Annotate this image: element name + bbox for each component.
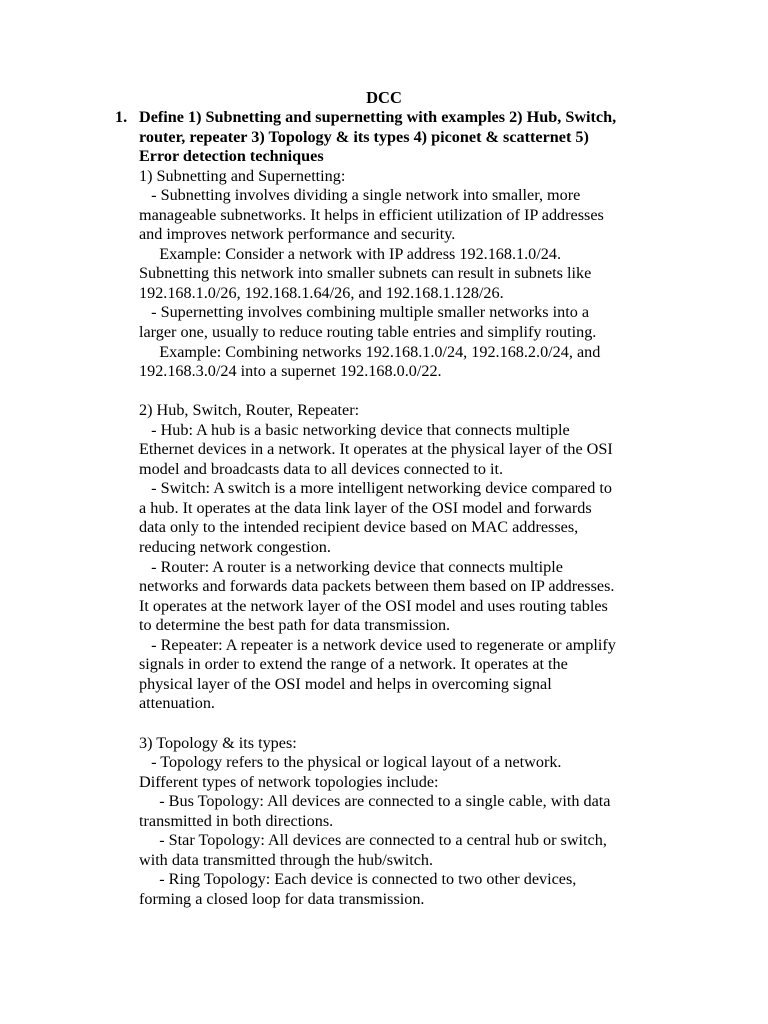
paragraph-line: - Bus Topology: All devices are connected to a single cable, with data — [139, 792, 611, 811]
paragraph-line: reducing network congestion. — [139, 538, 331, 557]
paragraph-line: Example: Combining networks 192.168.1.0/24, 192.168.2.0/24, and — [139, 342, 601, 361]
question-number: 1. — [115, 108, 128, 126]
paragraph-line: Different types of network topologies include: — [139, 772, 439, 791]
section-heading: 1) Subnetting and Supernetting: — [139, 166, 346, 185]
paragraph-line: Ethernet devices in a network. It operates at the physical layer of the OSI — [139, 440, 613, 459]
paragraph-line: - Ring Topology: Each device is connected to two other devices, — [139, 870, 577, 889]
paragraph-line: - Switch: A switch is a more intelligent networking device compared to — [139, 479, 612, 498]
paragraph-line: - Repeater: A repeater is a network device used to regenerate or amplify — [139, 635, 616, 654]
section-topology — [139, 734, 679, 910]
paragraph-line: and improves network performance and security. — [139, 225, 456, 244]
section-subnetting — [139, 167, 679, 382]
section-heading: 2) Hub, Switch, Router, Repeater: — [139, 401, 360, 420]
blank-line — [139, 382, 679, 402]
paragraph-line: attenuation. — [139, 694, 215, 713]
document-title: DCC — [366, 88, 402, 107]
question-line: Define 1) Subnetting and supernetting with examples 2) Hub, Switch, — [139, 108, 617, 126]
section-network-devices — [139, 401, 679, 714]
paragraph-line: - Router: A router is a networking device that connects multiple — [139, 557, 563, 576]
paragraph-line: signals in order to extend the range of a network. It operates at the — [139, 655, 568, 674]
paragraph-line: larger one, usually to reduce routing table entries and simplify routing. — [139, 323, 597, 342]
paragraph-line: 192.168.3.0/24 into a supernet 192.168.0.0/22. — [139, 362, 442, 381]
question-line: Error detection techniques — [139, 147, 324, 166]
paragraph-line: 192.168.1.0/26, 192.168.1.64/26, and 192.168.1.128/26. — [139, 283, 504, 302]
document-body — [115, 108, 679, 909]
paragraph-line: physical layer of the OSI model and helps in overcoming signal — [139, 674, 552, 693]
paragraph-line: - Hub: A hub is a basic networking device that connects multiple — [139, 420, 570, 439]
paragraph-line: a hub. It operates at the data link layer of the OSI model and forwards — [139, 498, 592, 517]
paragraph-line: model and broadcasts data to all devices connected to it. — [139, 459, 504, 478]
paragraph-line: Subnetting this network into smaller subnets can result in subnets like — [139, 264, 592, 283]
section-heading: 3) Topology & its types: — [139, 733, 297, 752]
question-text — [139, 108, 679, 167]
blank-line — [139, 714, 679, 734]
paragraph-line: - Subnetting involves dividing a single network into smaller, more — [139, 186, 581, 205]
paragraph-line: It operates at the network layer of the OSI model and uses routing tables — [139, 596, 608, 615]
paragraph-line: with data transmitted through the hub/switch. — [139, 850, 434, 869]
paragraph-line: to determine the best path for data transmission. — [139, 616, 451, 635]
paragraph-line: data only to the intended recipient device based on MAC addresses, — [139, 518, 579, 537]
question-line: router, repeater 3) Topology & its types 4) piconet & scatternet 5) — [139, 127, 589, 146]
paragraph-line: - Topology refers to the physical or logical layout of a network. — [139, 753, 562, 772]
paragraph-line: forming a closed loop for data transmission. — [139, 889, 425, 908]
paragraph-line: networks and forwards data packets between them based on IP addresses. — [139, 577, 615, 596]
paragraph-line: Example: Consider a network with IP address 192.168.1.0/24. — [139, 244, 562, 263]
paragraph-line: - Supernetting involves combining multiple smaller networks into a — [139, 303, 590, 322]
paragraph-line: manageable subnetworks. It helps in efficient utilization of IP addresses — [139, 205, 604, 224]
paragraph-line: transmitted in both directions. — [139, 811, 334, 830]
paragraph-line: - Star Topology: All devices are connected to a central hub or switch, — [139, 831, 607, 850]
